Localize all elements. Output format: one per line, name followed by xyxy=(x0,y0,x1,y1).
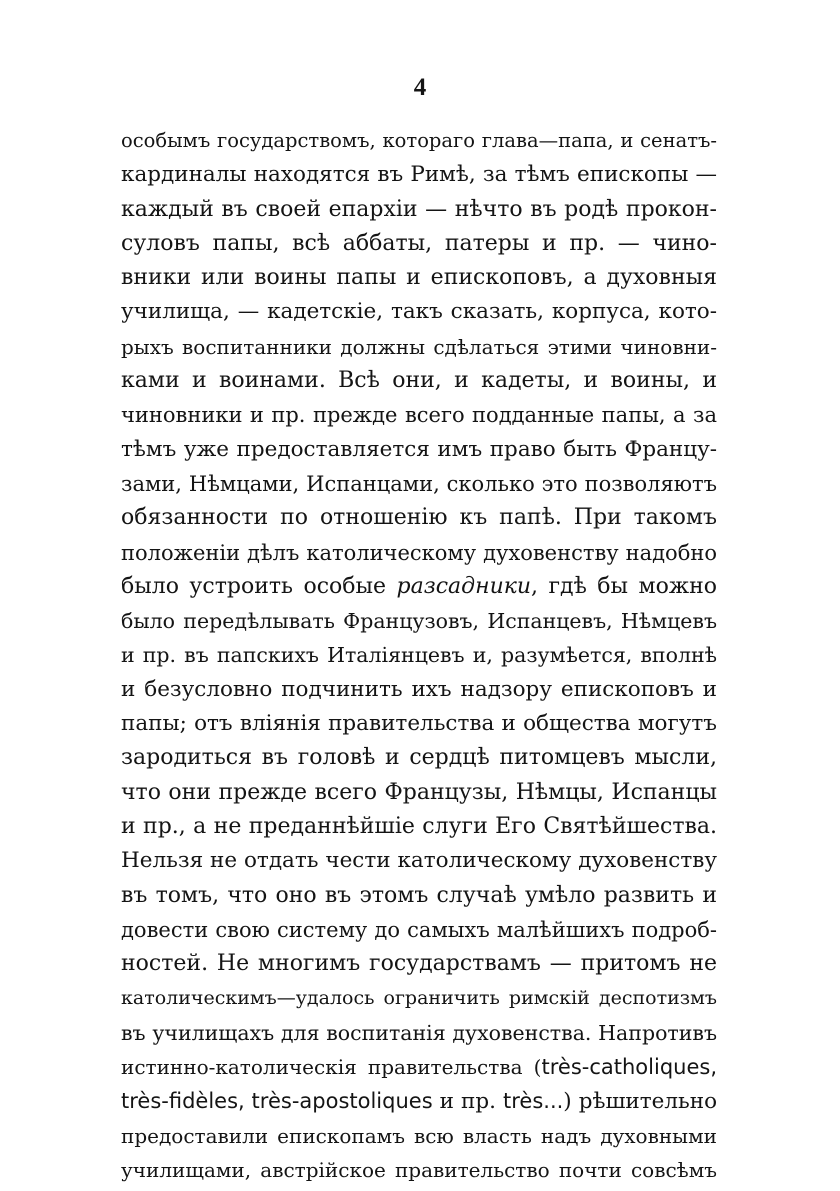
text-line: Нельзя не отдать чести католическому духовенству xyxy=(121,848,717,874)
text-line: училищами, австрійское правительство почти совсѣмъ xyxy=(121,1157,717,1182)
text-line: и пр. въ папскихъ Италіянцевъ и, разумѣется, вполнѣ xyxy=(121,643,717,668)
latin-term: très... xyxy=(503,1089,564,1114)
text-segment: было устроить особые xyxy=(121,573,397,599)
italic-term: разсадники xyxy=(396,573,532,599)
text-line: ками и воинами. Всѣ они, и кадеты, и воины, и xyxy=(121,368,717,394)
text-line: довести свою систему до самыхъ малѣйшихъ подроб- xyxy=(121,917,717,942)
text-line: рыхъ воспитанники должны сдѣлаться этими чиновни- xyxy=(121,334,717,359)
text-line: положеніи дѣлъ католическому духовенству надобно xyxy=(121,540,717,565)
text-line: ностей. Не многимъ государствамъ — притомъ не xyxy=(121,951,717,977)
text-line: обязанности по отношенію къ папѣ. При такомъ xyxy=(121,505,717,531)
text-line: особымъ государствомъ, котораго глава—папа, и сенатъ- xyxy=(121,129,717,152)
text-line xyxy=(121,1084,717,1118)
text-segment: истинно-католическія правительства ( xyxy=(121,1055,542,1080)
text-segment: , гдѣ бы можно xyxy=(531,573,717,599)
text-line: зами, Нѣмцами, Испанцами, сколько это позволяютъ xyxy=(121,471,717,496)
text-line: и безусловно подчинить ихъ надзору епископовъ и xyxy=(121,676,717,702)
text-line: чиновники и пр. прежде всего подданные папы, а за xyxy=(121,403,717,428)
text-line: зародиться въ головѣ и сердцѣ питомцевъ мысли, xyxy=(121,745,717,771)
text-line: училища, — кадетскіе, такъ сказать, корпуса, кото- xyxy=(121,299,717,325)
text-line: въ томъ, что оно въ этомъ случаѣ умѣло развить и xyxy=(121,882,717,908)
text-segment: ) рѣшительно xyxy=(563,1089,718,1115)
text-line: католическимъ—удалось ограничить римскій деспотизмъ xyxy=(121,987,717,1010)
text-line: папы; отъ вліянія правительства и общества могутъ xyxy=(121,711,717,737)
text-segment: и пр. xyxy=(432,1089,503,1115)
text-line: каждый въ своей епархіи — нѣчто въ родѣ прокон- xyxy=(121,196,717,222)
text-line: суловъ папы, всѣ аббаты, патеры и пр. — чино- xyxy=(121,230,717,256)
latin-term: très-fidèles, très-apostoliques xyxy=(121,1089,433,1114)
text-line xyxy=(121,1050,717,1084)
text-line: что они прежде всего Французы, Нѣмцы, Испанцы xyxy=(121,779,717,805)
text-line: и пр., а не преданнѣйшіе слуги Его Святѣйшества. xyxy=(121,813,717,839)
text-line xyxy=(121,570,717,604)
page-number: 4 xyxy=(413,74,427,101)
text-line: было передѣлывать Французовъ, Испанцевъ, Нѣмцевъ xyxy=(121,609,717,634)
text-line: тѣмъ уже предоставляется имъ право быть Францу- xyxy=(121,436,717,462)
body-text xyxy=(121,124,717,1187)
text-line: предоставили епископамъ всю власть надъ духовными xyxy=(121,1123,717,1148)
text-line: въ училищахъ для воспитанія духовенства. Напротивъ xyxy=(121,1020,717,1045)
text-line: вники или воины папы и епископовъ, а духовныя xyxy=(121,265,717,291)
latin-term: très-catholiques, xyxy=(541,1055,717,1080)
text-line: кардиналы находятся въ Римѣ, за тѣмъ епископы — xyxy=(121,162,717,188)
